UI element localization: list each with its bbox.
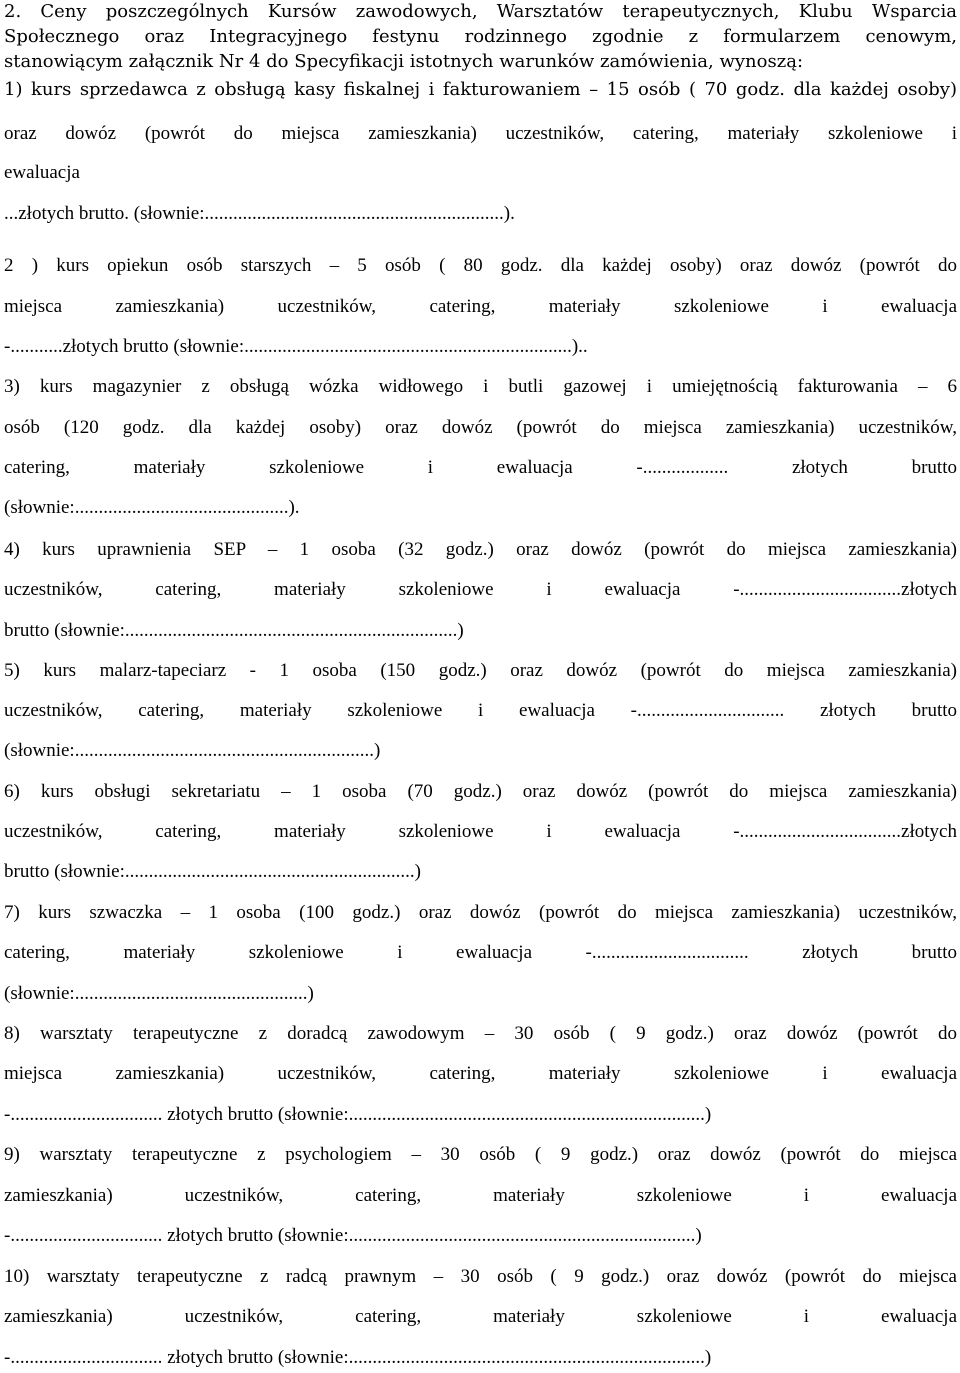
document-line: -................................ złotych brutto (słownie:...........................................................................): [4, 1347, 712, 1368]
document-line: osób (120 godz. dla każdej osoby) oraz dowóz (powrót do miejsca zamieszkania) uczestników,: [4, 417, 957, 438]
document-line: (słownie:.................................................): [4, 983, 314, 1004]
document-line: ewaluacja: [4, 162, 80, 183]
document-line: 4) kurs uprawnienia SEP – 1 osoba (32 godz.) oraz dowóz (powrót do miejsca zamieszkania): [4, 539, 957, 560]
document-line: miejsca zamieszkania) uczestników, catering, materiały szkoleniowe i ewaluacja: [4, 1063, 957, 1084]
document-line: miejsca zamieszkania) uczestników, catering, materiały szkoleniowe i ewaluacja: [4, 296, 957, 317]
document-line: stanowiącym załącznik Nr 4 do Specyfikacji istotnych warunków zamówienia, wynoszą:: [4, 51, 804, 72]
document-line: 7) kurs szwaczka – 1 osoba (100 godz.) oraz dowóz (powrót do miejsca zamieszkania) uczestników,: [4, 902, 957, 923]
document-line: -...........złotych brutto (słownie:.....................................................................)..: [4, 336, 588, 357]
document-line: 1) kurs sprzedawca z obsługą kasy fiskalnej i fakturowaniem – 15 osób ( 70 godz. dla każdej osoby): [4, 79, 957, 100]
document-line: ...złotych brutto. (słownie:...............................................................).: [4, 203, 515, 224]
document-line: 6) kurs obsługi sekretariatu – 1 osoba (70 godz.) oraz dowóz (powrót do miejsca zamieszkania): [4, 781, 957, 802]
document-line: zamieszkania) uczestników, catering, materiały szkoleniowe i ewaluacja: [4, 1306, 957, 1327]
document-line: 9) warsztaty terapeutyczne z psychologiem – 30 osób ( 9 godz.) oraz dowóz (powrót do miejsca: [4, 1144, 957, 1165]
document-line: 8) warsztaty terapeutyczne z doradcą zawodowym – 30 osób ( 9 godz.) oraz dowóz (powrót do: [4, 1023, 957, 1044]
document-line: 2 ) kurs opiekun osób starszych – 5 osób ( 80 godz. dla każdej osoby) oraz dowóz (powrót do: [4, 255, 957, 276]
document-line: -................................ złotych brutto (słownie:...........................................................................): [4, 1104, 712, 1125]
document-line: oraz dowóz (powrót do miejsca zamieszkania) uczestników, catering, materiały szkoleniowe i: [4, 123, 957, 144]
document-line: 10) warsztaty terapeutyczne z radcą prawnym – 30 osób ( 9 godz.) oraz dowóz (powrót do miejsca: [4, 1266, 957, 1287]
document-line: uczestników, catering, materiały szkoleniowe i ewaluacja -..................................złotych: [4, 821, 957, 842]
document-line: catering, materiały szkoleniowe i ewaluacja -.................. złotych brutto: [4, 457, 957, 478]
document-line: zamieszkania) uczestników, catering, materiały szkoleniowe i ewaluacja: [4, 1185, 957, 1206]
document-line: catering, materiały szkoleniowe i ewaluacja -................................. złotych brutto: [4, 942, 957, 963]
document-line: 2. Ceny poszczególnych Kursów zawodowych, Warsztatów terapeutycznych, Klubu Wsparcia: [4, 1, 957, 22]
document-line: -................................ złotych brutto (słownie:.........................................................................): [4, 1225, 702, 1246]
document-line: (słownie:.............................................).: [4, 497, 300, 518]
document-line: brutto (słownie:.............................................................): [4, 861, 421, 882]
document-line: 5) kurs malarz-tapeciarz - 1 osoba (150 godz.) oraz dowóz (powrót do miejsca zamieszkania): [4, 660, 957, 681]
document-line: uczestników, catering, materiały szkoleniowe i ewaluacja -..................................złotych: [4, 579, 957, 600]
document-line: brutto (słownie:......................................................................): [4, 620, 464, 641]
document-line: Społecznego oraz Integracyjnego festynu rodzinnego zgodnie z formularzem cenowym,: [4, 26, 957, 47]
document-line: 3) kurs magazynier z obsługą wózka widłowego i butli gazowej i umiejętnością fakturowania – 6: [4, 376, 957, 397]
document-line: uczestników, catering, materiały szkoleniowe i ewaluacja -............................... złotych brutto: [4, 700, 957, 721]
document-line: (słownie:...............................................................): [4, 740, 381, 761]
